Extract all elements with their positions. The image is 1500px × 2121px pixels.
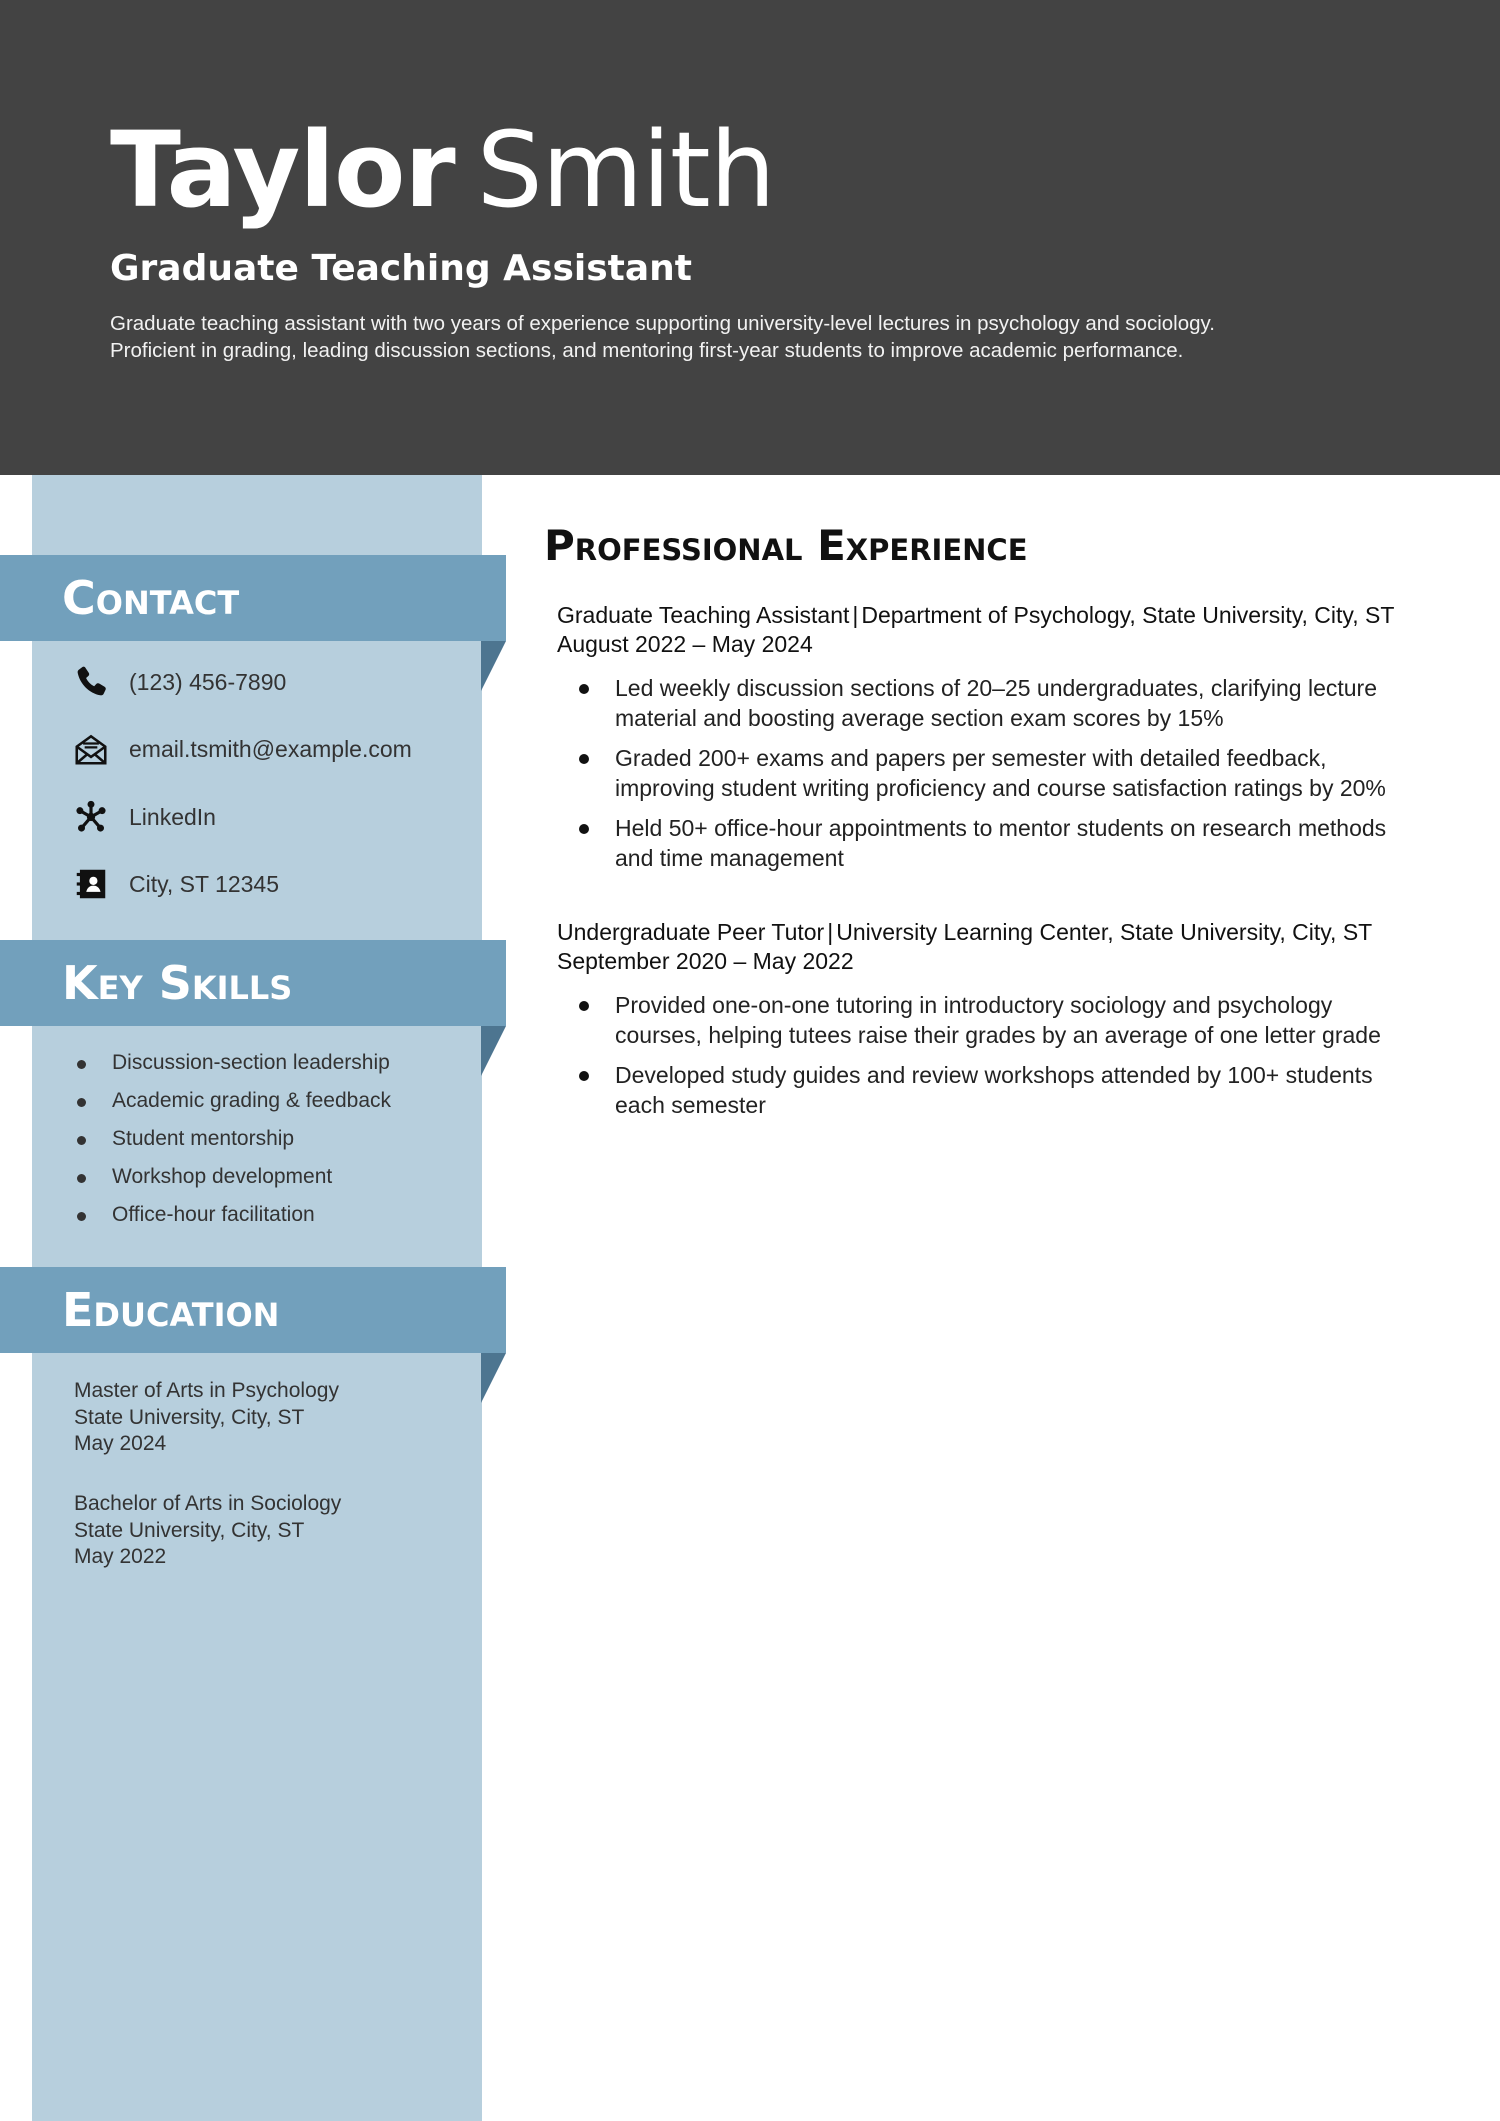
school: State University, City, ST [74, 1518, 305, 1542]
job-bullet [557, 743, 1467, 803]
summary-line: Proficient in grading, leading discussion sections, and mentoring first-year students to improve academic performance. [110, 339, 1184, 362]
bullet-line: improving student writing proficiency and course satisfaction ratings by 20% [615, 775, 1386, 801]
skill-item: Workshop development [72, 1160, 391, 1198]
education-entry [74, 1491, 341, 1571]
resume-header [0, 0, 1500, 475]
bullet-line: Graded 200+ exams and papers per semester with detailed feedback, [615, 745, 1327, 771]
job-dates: August 2022 – May 2024 [557, 631, 813, 657]
job-role: Undergraduate Peer Tutor [557, 919, 825, 945]
bullet-line: Developed study guides and review workshops attended by 100+ students [615, 1062, 1373, 1088]
skills-heading-band [0, 940, 506, 1026]
contact-address [72, 864, 279, 904]
contact-phone [72, 662, 286, 702]
degree: Master of Arts in Psychology [74, 1379, 339, 1402]
job-bullet [557, 990, 1467, 1050]
bullet-line: material and boosting average section exam scores by 15% [615, 705, 1224, 731]
graduation-date: May 2024 [74, 1432, 167, 1455]
profile-summary [110, 310, 1360, 364]
job-organization: University Learning Center, State University, City, ST [836, 919, 1373, 945]
skill-item: Student mentorship [72, 1122, 391, 1160]
first-name: Taylor [110, 109, 455, 231]
email-address: email.tsmith@example.com [129, 735, 412, 762]
bullet-line: Held 50+ office-hour appointments to mentor students on research methods [615, 815, 1387, 841]
job-role: Graduate Teaching Assistant [557, 602, 850, 628]
skill-item: Office-hour facilitation [72, 1198, 391, 1236]
phone-icon [72, 663, 110, 701]
job-header [557, 918, 1467, 947]
job-bullet [557, 813, 1467, 873]
bullet-line: courses, helping tutees raise their grades by an average of one letter grade [615, 1022, 1381, 1048]
school: State University, City, ST [74, 1405, 305, 1429]
bullet-line: each semester [615, 1092, 766, 1118]
job-entry [557, 601, 1467, 883]
job-separator: | [852, 602, 859, 628]
address-book-icon [72, 865, 110, 903]
contact-band-fold [481, 641, 506, 691]
candidate-name [110, 105, 775, 235]
bullet-line: Led weekly discussion sections of 20–25 undergraduates, clarifying lecture [615, 675, 1377, 701]
linkedin-label: LinkedIn [129, 803, 216, 830]
education-heading-band [0, 1267, 506, 1353]
job-dates: September 2020 – May 2022 [557, 948, 854, 974]
job-bullet [557, 673, 1467, 733]
skill-item: Discussion-section leadership [72, 1046, 391, 1084]
envelope-icon [72, 730, 110, 768]
summary-line: Graduate teaching assistant with two years of experience supporting university-level lectures in psychology and sociology. [110, 312, 1215, 335]
contact-heading: Contact [62, 571, 240, 625]
skills-heading: Key Skills [62, 956, 293, 1010]
skills-list [72, 1046, 391, 1236]
skills-band-fold [481, 1026, 506, 1076]
job-bullets [557, 990, 1467, 1120]
graduation-date: May 2022 [74, 1545, 167, 1568]
education-entry [74, 1378, 339, 1458]
education-heading: Education [62, 1283, 280, 1337]
bullet-line: Provided one-on-one tutoring in introductory sociology and psychology [615, 992, 1333, 1018]
job-title: Graduate Teaching Assistant [110, 248, 692, 289]
skill-item: Academic grading & feedback [72, 1084, 391, 1122]
education-band-fold [481, 1353, 506, 1403]
bullet-line: and time management [615, 845, 844, 871]
job-entry [557, 918, 1467, 1130]
phone-number: (123) 456-7890 [129, 668, 287, 695]
location-text: City, ST 12345 [129, 870, 280, 897]
job-organization: Department of Psychology, State University, City, ST [861, 602, 1395, 628]
job-header [557, 601, 1467, 630]
contact-linkedin [72, 797, 216, 837]
job-bullet [557, 1060, 1467, 1120]
network-icon [72, 798, 110, 836]
experience-heading: Professional Experience [544, 521, 1028, 570]
job-separator: | [827, 919, 834, 945]
contact-email [72, 729, 412, 769]
degree: Bachelor of Arts in Sociology [74, 1492, 342, 1515]
job-bullets [557, 673, 1467, 873]
last-name: Smith [476, 109, 775, 231]
contact-heading-band [0, 555, 506, 641]
